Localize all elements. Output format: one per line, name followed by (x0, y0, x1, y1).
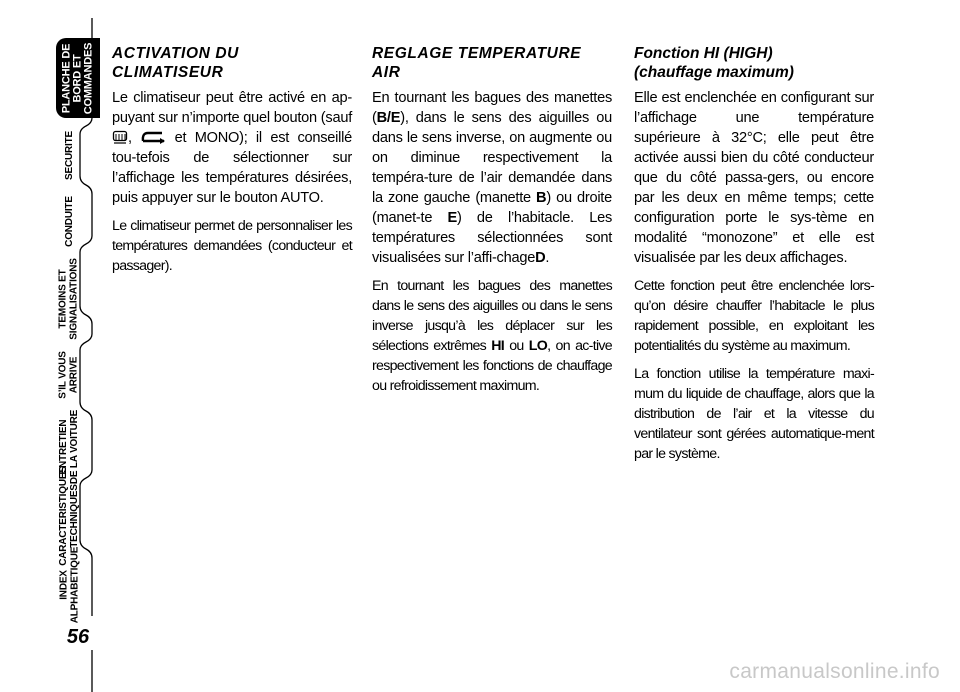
tab-planche-de-bord[interactable]: PLANCHE DE BORD ET COMMANDES (56, 38, 100, 118)
tab-sil-vous-arrive[interactable]: S’IL VOUS ARRIVE (58, 351, 81, 399)
paragraph: Elle est enclenchée en configurant sur l’affichage une température supérieure à 32°C; elle peut être activée aussi bien du côté conducteur que du côté passa-gers, ou encore par les deux en même temps; cette configuration porte le sys-tème en modalité “monozone” et elle est visualisée par les deux affichages. (634, 90, 874, 266)
section-fonction-hi (634, 44, 874, 472)
paragraph: Le climatiseur permet de personnaliser les températures demandées (conducteur et passager). (112, 218, 352, 274)
watermark: carmanualsonline.info (729, 660, 940, 683)
section-title: ACTIVATION DU CLIMATISEUR (112, 45, 239, 81)
air-recirculation-icon (140, 130, 166, 144)
paragraph: En tournant les bagues des manettes dans le sens des aiguilles ou dans le sens inverse jusqu’à les déplacer sur les sélections extrêmes HI ou LO, on ac-tive respectivement les fonctions de chauffage ou refroidissement maximum. (372, 278, 612, 394)
section-activation-climatiseur (112, 44, 352, 284)
section-reglage-temperature (372, 44, 612, 404)
section-title: REGLAGE TEMPERATURE AIR (372, 45, 582, 81)
tab-conduite[interactable]: CONDUITE (63, 195, 75, 247)
page-number: 56 (66, 626, 90, 648)
paragraph: En tournant les bagues des manettes (B/E), dans le sens des aiguilles ou dans le sens inverse, on augmente ou on diminue respectivement la tempéra-ture de l’air demandée dans la zone gauche (manette B) ou droite (manet-te E) de l’habitacle. Les températures sélectionnées sont visualisées sur l’affi-chageD. (372, 90, 612, 266)
paragraph: La fonction utilise la température maxi-mum du liquide de chauffage, alors que la distribution de l’air et la vitesse du ventilateur sont gérées automatique-ment par le système. (634, 366, 874, 462)
tab-temoins[interactable]: TEMOINS ET SIGNALISATIONS (58, 258, 80, 340)
paragraph: Cette fonction peut être enclenchée lors-qu’on désire chauffer l’habitacle le plus rapidement possible, en exploitant les potentialités du système au maximum. (634, 278, 874, 354)
rear-defrost-icon (112, 130, 128, 144)
chapter-sidebar (0, 0, 100, 692)
tab-caracteristiques[interactable]: CARACTERISTIQUES TECHNIQUES (58, 466, 80, 566)
paragraph: Le climatiseur peut être activé en ap-puyant sur n’importe quel bouton (sauf , et MONO); il est conseillé tou-tefois de sélectionner sur l’affichage les températures désirées, puis appuyer sur le bouton AUTO. (112, 90, 352, 206)
tab-index[interactable]: INDEX ALPHABETIQUE (58, 546, 80, 624)
tab-securite[interactable]: SECURITE (63, 130, 75, 180)
tab-entretien[interactable]: ENTRETIEN DE LA VOITURE (58, 409, 81, 485)
section-title: Fonction HI (HIGH) (chauffage maximum) (634, 45, 794, 81)
